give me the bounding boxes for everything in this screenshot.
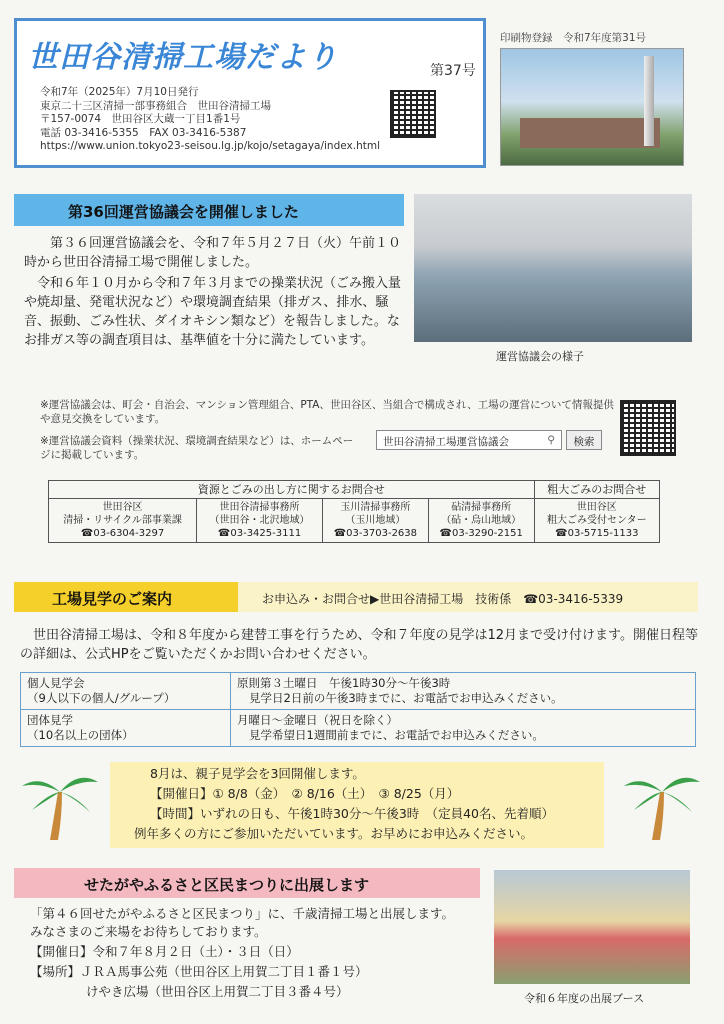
festival-venue-2: けやき広場（世田谷区上用賀二丁目３番４号） (86, 984, 349, 999)
festival-venue: 【場所】ＪＲＡ馬事公苑（世田谷区上用賀二丁目１番１号） (30, 964, 368, 979)
palm-tree-icon (20, 762, 100, 842)
summer-time: 【時間】いずれの日も、午後1時30分～午後3時 （定員40名、先着順） (150, 806, 554, 821)
chimney-shape (644, 56, 654, 146)
festival-line-2: みなさまのご来場をお待ちしております。 (30, 924, 267, 939)
search-icon: ⚲ (547, 434, 555, 446)
tour-intro: 世田谷清掃工場は、令和８年度から建替工事を行うため、令和７年度の見学は12月まで受け付けます。開催日程等の詳細は、公式HPをご覧いただくかお問い合わせください。 (20, 628, 698, 662)
tour-type-cell: 個人見学会 （9人以下の個人/グループ） (21, 673, 231, 710)
contact-cell: 砧清掃事務所 （砧・烏山地域） ☎03-3290-2151 (428, 499, 534, 543)
registration-number: 印刷物登録 令和7年度第31号 (500, 32, 647, 44)
factory-photo (500, 48, 684, 166)
tour-contact: お申込み・お問合せ▶世田谷清掃工場 技術係 ☎03-3416-5339 (262, 592, 624, 606)
contact-cell: 世田谷区 清掃・リサイクル部事業課 ☎03-6304-3297 (49, 499, 197, 543)
contact-cell: 玉川清掃事務所 （玉川地域） ☎03-3703-2638 (322, 499, 428, 543)
contact-header-main: 資源とごみの出し方に関するお問合せ (49, 481, 535, 499)
factory-building-shape (520, 118, 660, 148)
summer-note: 例年多くの方にご参加いただいています。お早めにお申込みください。 (134, 826, 534, 841)
publisher-info: 令和7年（2025年）7月10日発行 東京二十三区清掃一部事務組合 世田谷清掃工場 〒157-0074 世田谷区大蔵一丁目1番1号 電話 03-3416-5355 FAX 03-3416-5387 https://www.union.tokyo23-seisou.lg.jp/kojo/setagaya/index.html (40, 86, 380, 152)
council-note-1: ※運営協議会は、町会・自治会、マンション管理組合、PTA、世田谷区、当組合で構成され、工場の運営について情報提供や意見交換をしています。 (40, 399, 614, 425)
tour-detail-cell: 月曜日～金曜日（祝日を除く） 見学希望日1週間前までに、お電話でお申込みください。 (231, 710, 696, 747)
festival-title: せたがやふるさと区民まつりに出展します (84, 876, 370, 894)
council-meeting-photo (414, 194, 692, 342)
contact-table (48, 480, 660, 543)
festival-booth-photo (494, 870, 690, 984)
summer-line-1: 8月は、親子見学会を3回開催します。 (150, 766, 365, 781)
newsletter-title: 世田谷清掃工場だより (28, 40, 338, 75)
search-input[interactable]: 世田谷清掃工場運営協議会 ⚲ (376, 430, 562, 450)
contact-header-large: 粗大ごみのお問合せ (534, 481, 659, 499)
council-paragraph-2: 令和６年１０月から令和７年３月までの操業状況（ごみ搬入量や焼却量、発電状況など）や環境調査結果（排ガス、排水、騒音、振動、ごみ性状、ダイオキシン類など）を報告しました。なお排ガス等の調査項目は、基準値を十分に満たしています。 (24, 276, 402, 348)
contact-cell: 世田谷区 粗大ごみ受付センター ☎03-5715-1133 (534, 499, 659, 543)
council-photo-caption: 運営協議会の様子 (496, 350, 584, 363)
tour-table (20, 672, 696, 747)
festival-dates: 【開催日】令和７年８月２日（土）・３日（日） (30, 944, 299, 959)
issue-number: 第37号 (430, 63, 476, 79)
qr-code-icon[interactable] (620, 400, 676, 456)
website-link[interactable]: https://www.union.tokyo23-seisou.lg.jp/kojo/setagaya/index.html (40, 140, 380, 152)
search-button[interactable]: 検索 (566, 430, 602, 450)
palm-tree-icon (622, 762, 702, 842)
council-paragraph-1: 第３６回運営協議会を、令和７年５月２７日（火）午前１０時から世田谷清掃工場で開催しました。 (24, 236, 402, 270)
tour-type-cell: 団体見学 （10名以上の団体） (21, 710, 231, 747)
council-title: 第36回運営協議会を開催しました (68, 203, 299, 221)
council-note-2: ※運営協議会資料（操業状況、環境調査結果など）は、ホームページに掲載しています。 (40, 435, 354, 461)
festival-line-1: 「第４６回せたがやふるさと区民まつり」に、千歳清掃工場と出展します。 (30, 906, 455, 921)
tour-detail-cell: 原則第３土曜日 午後1時30分～午後3時 見学日2日前の午後3時までに、お電話でお申込みください。 (231, 673, 696, 710)
summer-dates: 【開催日】① 8/8（金） ② 8/16（土） ③ 8/25（月） (150, 786, 460, 801)
contact-cell: 世田谷清掃事務所 （世田谷・北沢地域） ☎03-3425-3111 (197, 499, 323, 543)
tour-title: 工場見学のご案内 (52, 590, 173, 608)
qr-code-icon[interactable] (390, 90, 436, 138)
festival-photo-caption: 令和６年度の出展ブース (524, 992, 645, 1005)
